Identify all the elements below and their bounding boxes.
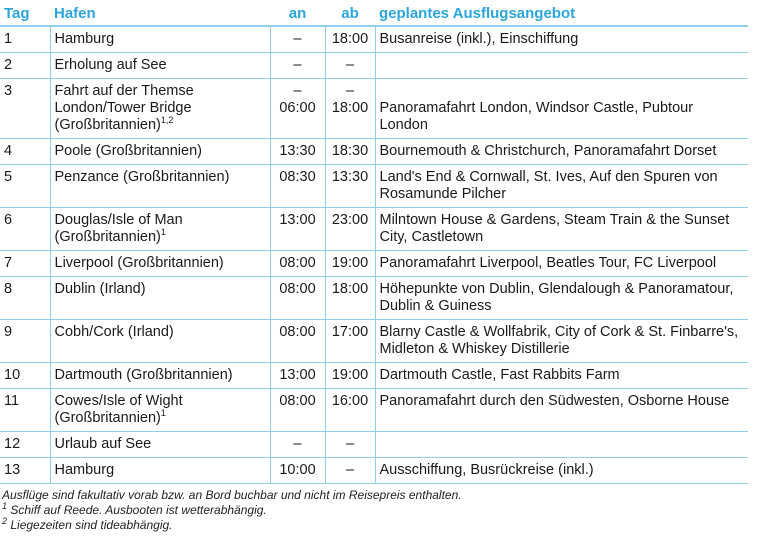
ausflug-line: Höhepunkte von Dublin, Glendalough & Panoramatour,	[379, 281, 734, 297]
cell-tag: 12	[0, 432, 50, 458]
footnote-general: Ausflüge sind fakultativ vorab bzw. an Bord buchbar und nicht im Reisepreis enthalten.	[2, 488, 462, 502]
cell-an: 08:00	[270, 389, 325, 432]
cell-tag: 8	[0, 277, 50, 320]
cell-an: 08:00	[270, 320, 325, 363]
hafen-country: (Großbritannien)	[54, 229, 161, 245]
cell-ausflug	[375, 165, 748, 208]
cell-hafen: Liverpool (Großbritannien)	[50, 251, 270, 277]
cell-tag: 4	[0, 139, 50, 165]
cell-ausflug: Bournemouth & Christchurch, Panoramafahrt Dorset	[375, 139, 748, 165]
cell-ab: 18:00	[325, 26, 375, 53]
table-row	[0, 165, 748, 208]
cell-an: –	[270, 432, 325, 458]
cell-hafen: Dartmouth (Großbritannien)	[50, 363, 270, 389]
table-row	[0, 458, 748, 484]
header-an: an	[270, 0, 325, 26]
cell-ausflug	[375, 277, 748, 320]
cell-an: –	[270, 53, 325, 79]
ausflug-line: Land's End & Cornwall, St. Ives, Auf den Spuren von	[379, 169, 718, 185]
cell-an: –	[270, 26, 325, 53]
cell-ausflug	[375, 432, 748, 458]
table-row	[0, 53, 748, 79]
hafen-line: Douglas/Isle of Man	[54, 212, 183, 228]
hafen-line	[55, 229, 266, 246]
ab-line: 18:00	[331, 100, 369, 116]
cell-ab: 13:30	[325, 165, 375, 208]
header-ab: ab	[325, 0, 375, 26]
cell-ab: 19:00	[325, 251, 375, 277]
table-row	[0, 26, 748, 53]
cell-an: 08:30	[270, 165, 325, 208]
cell-ausflug: Dartmouth Castle, Fast Rabbits Farm	[375, 363, 748, 389]
hafen-line	[55, 117, 266, 134]
table-row	[0, 432, 748, 458]
footnote-ref: 1	[160, 408, 166, 419]
ausflug-line: Panoramafahrt London, Windsor Castle, Pubtour London	[379, 100, 694, 133]
footnote-text: Schiff auf Reede. Ausbooten ist wetterabhängig.	[10, 503, 267, 517]
header-tag: Tag	[0, 0, 50, 26]
cell-ausflug: Ausschiffung, Busrückreise (inkl.)	[375, 458, 748, 484]
table-row	[0, 79, 748, 139]
ab-line: –	[345, 83, 355, 99]
cell-an: 08:00	[270, 277, 325, 320]
ausflug-line: Blarny Castle & Wollfabrik, City of Cork & St. Finbarre's,	[379, 324, 739, 340]
cell-ab: –	[325, 432, 375, 458]
ausflug-line: Dublin & Guiness	[379, 298, 492, 314]
cell-hafen: Poole (Großbritannien)	[50, 139, 270, 165]
ausflug-line: Rosamunde Pilcher	[379, 186, 507, 202]
footnotes	[0, 488, 760, 533]
cell-tag: 7	[0, 251, 50, 277]
cell-ausflug: Panoramafahrt Liverpool, Beatles Tour, FC Liverpool	[375, 251, 748, 277]
cell-hafen: Penzance (Großbritannien)	[50, 165, 270, 208]
cell-an: 08:00	[270, 251, 325, 277]
cell-hafen	[50, 208, 270, 251]
table-row	[0, 277, 748, 320]
ausflug-line: City, Castletown	[379, 229, 484, 245]
cell-tag: 9	[0, 320, 50, 363]
cell-ausflug	[375, 79, 748, 139]
cell-ab: 19:00	[325, 363, 375, 389]
footnote-ref: 1,2	[160, 115, 174, 126]
header-ausflug: geplantes Ausflugsangebot	[375, 0, 748, 26]
footnote-1	[2, 503, 760, 518]
cell-tag: 2	[0, 53, 50, 79]
cell-ab: 18:00	[325, 277, 375, 320]
cell-ausflug	[375, 320, 748, 363]
footnote-2	[2, 518, 760, 533]
ausflug-line: Midleton & Whiskey Distillerie	[379, 341, 570, 357]
cell-ausflug	[375, 53, 748, 79]
hafen-line: Fahrt auf der Themse	[54, 83, 194, 99]
hafen-line	[55, 410, 266, 427]
cell-hafen: Cobh/Cork (Irland)	[50, 320, 270, 363]
cell-ab: 18:30	[325, 139, 375, 165]
hafen-country: (Großbritannien)	[54, 410, 161, 426]
cell-ausflug	[375, 208, 748, 251]
cell-hafen	[50, 389, 270, 432]
table-row	[0, 251, 748, 277]
cell-ausflug: Panoramafahrt durch den Südwesten, Osborne House	[375, 389, 748, 432]
cell-an	[270, 79, 325, 139]
table-row	[0, 320, 748, 363]
footnote-marker: 1	[2, 501, 8, 511]
cell-tag: 3	[0, 79, 50, 139]
table-row	[0, 139, 748, 165]
cell-ab: –	[325, 458, 375, 484]
table-header-row	[0, 0, 748, 26]
cell-ab	[325, 79, 375, 139]
ausflug-line: Milntown House & Gardens, Steam Train & the Sunset	[379, 212, 730, 228]
footnote-text: Liegezeiten sind tideabhängig.	[10, 518, 173, 532]
cell-ab: 16:00	[325, 389, 375, 432]
cell-hafen: Urlaub auf See	[50, 432, 270, 458]
cell-hafen: Hamburg	[50, 26, 270, 53]
cell-tag: 10	[0, 363, 50, 389]
header-hafen: Hafen	[50, 0, 270, 26]
footnote-marker: 2	[2, 516, 8, 526]
cell-ausflug: Busanreise (inkl.), Einschiffung	[375, 26, 748, 53]
cell-an: 13:00	[270, 363, 325, 389]
an-line: 06:00	[279, 100, 316, 116]
hafen-line: London/Tower Bridge	[54, 100, 192, 116]
cell-ab: –	[325, 53, 375, 79]
footnote-ref: 1	[160, 227, 166, 238]
cell-an: 10:00	[270, 458, 325, 484]
table-row	[0, 363, 748, 389]
cell-tag: 6	[0, 208, 50, 251]
table-row	[0, 208, 748, 251]
cell-hafen: Erholung auf See	[50, 53, 270, 79]
cell-tag: 11	[0, 389, 50, 432]
hafen-line: Cowes/Isle of Wight	[54, 393, 183, 409]
table-row	[0, 389, 748, 432]
cell-hafen	[50, 79, 270, 139]
cell-tag: 1	[0, 26, 50, 53]
cell-ab: 17:00	[325, 320, 375, 363]
cell-tag: 5	[0, 165, 50, 208]
cell-ab: 23:00	[325, 208, 375, 251]
hafen-country: (Großbritannien)	[54, 117, 161, 133]
cell-hafen: Hamburg	[50, 458, 270, 484]
cell-tag: 13	[0, 458, 50, 484]
an-line: –	[293, 83, 302, 99]
cell-hafen: Dublin (Irland)	[50, 277, 270, 320]
cell-an: 13:00	[270, 208, 325, 251]
cell-an: 13:30	[270, 139, 325, 165]
